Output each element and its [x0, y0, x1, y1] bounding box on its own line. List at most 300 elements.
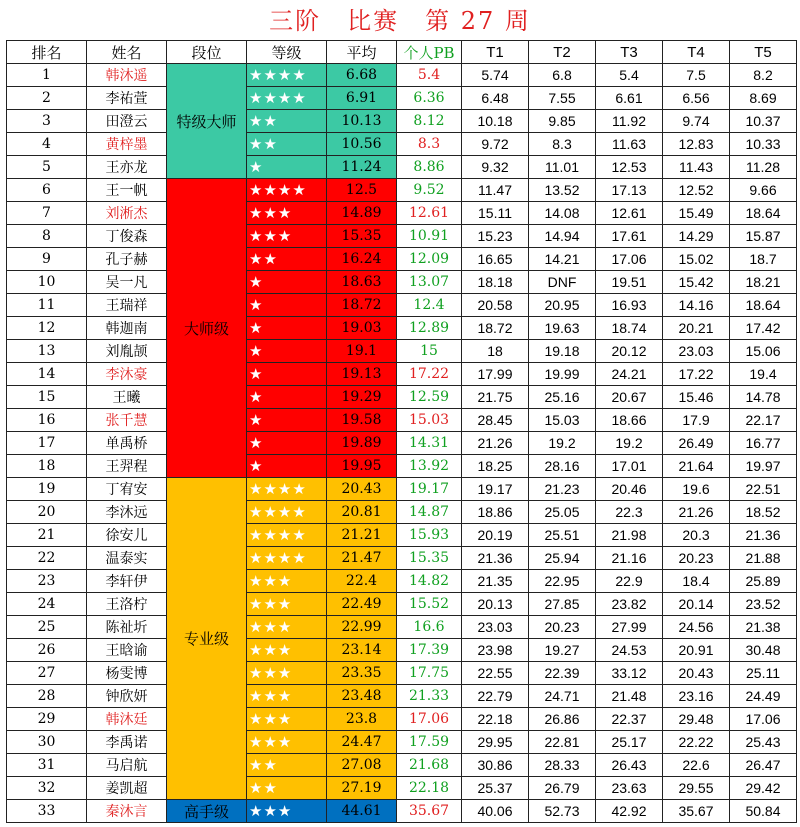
table-row	[7, 363, 797, 386]
average-cell: 19.29	[327, 386, 397, 409]
average-cell: 19.1	[327, 340, 397, 363]
time-cell-t2: 25.16	[529, 386, 596, 409]
rank-cell: 17	[7, 432, 87, 455]
time-cell-t5: 10.33	[730, 133, 797, 156]
table-row	[7, 570, 797, 593]
time-cell-t1: 15.11	[462, 202, 529, 225]
name-cell: 刘淅杰	[87, 202, 167, 225]
rank-cell: 28	[7, 685, 87, 708]
table-row	[7, 616, 797, 639]
rank-cell: 2	[7, 87, 87, 110]
time-cell-t2: 20.95	[529, 294, 596, 317]
header-row	[7, 41, 797, 64]
header-t1: T1	[462, 41, 529, 64]
time-cell-t4: 15.49	[663, 202, 730, 225]
header-tier: 段位	[167, 41, 247, 64]
time-cell-t1: 22.79	[462, 685, 529, 708]
star-rating: ★★★★	[247, 478, 327, 501]
time-cell-t4: 21.26	[663, 501, 730, 524]
pb-cell: 17.39	[397, 639, 462, 662]
star-rating: ★	[247, 455, 327, 478]
rank-cell: 25	[7, 616, 87, 639]
time-cell-t2: 25.05	[529, 501, 596, 524]
table-row	[7, 64, 797, 87]
star-rating: ★★	[247, 110, 327, 133]
rank-cell: 32	[7, 777, 87, 800]
rank-cell: 15	[7, 386, 87, 409]
rank-cell: 22	[7, 547, 87, 570]
pb-cell: 17.59	[397, 731, 462, 754]
time-cell-t2: 14.94	[529, 225, 596, 248]
average-cell: 6.68	[327, 64, 397, 87]
average-cell: 11.24	[327, 156, 397, 179]
time-cell-t4: 15.02	[663, 248, 730, 271]
table-row	[7, 547, 797, 570]
rank-cell: 10	[7, 271, 87, 294]
time-cell-t1: 19.17	[462, 478, 529, 501]
average-cell: 6.91	[327, 87, 397, 110]
tier-cell: 高手级	[167, 800, 247, 823]
time-cell-t4: 18.4	[663, 570, 730, 593]
table-row	[7, 294, 797, 317]
time-cell-t1: 21.75	[462, 386, 529, 409]
star-rating: ★★★	[247, 685, 327, 708]
table-row	[7, 685, 797, 708]
rank-cell: 9	[7, 248, 87, 271]
tier-cell: 特级大师	[167, 64, 247, 179]
time-cell-t1: 22.18	[462, 708, 529, 731]
name-cell: 吴一凡	[87, 271, 167, 294]
time-cell-t3: 17.06	[596, 248, 663, 271]
tier-cell: 专业级	[167, 478, 247, 800]
time-cell-t3: 16.93	[596, 294, 663, 317]
rank-cell: 31	[7, 754, 87, 777]
time-cell-t1: 16.65	[462, 248, 529, 271]
time-cell-t2: 8.3	[529, 133, 596, 156]
table-row	[7, 455, 797, 478]
time-cell-t5: 8.2	[730, 64, 797, 87]
rank-cell: 11	[7, 294, 87, 317]
name-cell: 韩迦南	[87, 317, 167, 340]
time-cell-t2: 25.51	[529, 524, 596, 547]
table-row	[7, 662, 797, 685]
pb-cell: 5.4	[397, 64, 462, 87]
time-cell-t1: 11.47	[462, 179, 529, 202]
rank-cell: 3	[7, 110, 87, 133]
name-cell: 李沐豪	[87, 363, 167, 386]
time-cell-t3: 24.53	[596, 639, 663, 662]
time-cell-t2: 24.71	[529, 685, 596, 708]
name-cell: 李沐远	[87, 501, 167, 524]
time-cell-t5: 16.77	[730, 432, 797, 455]
time-cell-t5: 19.97	[730, 455, 797, 478]
time-cell-t5: 18.64	[730, 202, 797, 225]
time-cell-t1: 9.32	[462, 156, 529, 179]
name-cell: 姜凯超	[87, 777, 167, 800]
header-t3: T3	[596, 41, 663, 64]
time-cell-t3: 5.4	[596, 64, 663, 87]
time-cell-t3: 25.17	[596, 731, 663, 754]
time-cell-t5: 29.42	[730, 777, 797, 800]
time-cell-t1: 20.13	[462, 593, 529, 616]
time-cell-t1: 6.48	[462, 87, 529, 110]
table-row	[7, 731, 797, 754]
average-cell: 22.4	[327, 570, 397, 593]
average-cell: 15.35	[327, 225, 397, 248]
time-cell-t3: 17.01	[596, 455, 663, 478]
time-cell-t3: 18.74	[596, 317, 663, 340]
name-cell: 杨雯博	[87, 662, 167, 685]
time-cell-t2: 13.52	[529, 179, 596, 202]
time-cell-t5: 18.52	[730, 501, 797, 524]
time-cell-t2: 19.63	[529, 317, 596, 340]
pb-cell: 13.07	[397, 271, 462, 294]
table-body	[7, 64, 797, 823]
time-cell-t5: 8.69	[730, 87, 797, 110]
time-cell-t1: 18.18	[462, 271, 529, 294]
name-cell: 李轩伊	[87, 570, 167, 593]
pb-cell: 17.75	[397, 662, 462, 685]
time-cell-t4: 11.43	[663, 156, 730, 179]
average-cell: 20.43	[327, 478, 397, 501]
time-cell-t1: 10.18	[462, 110, 529, 133]
average-cell: 12.5	[327, 179, 397, 202]
time-cell-t4: 23.03	[663, 340, 730, 363]
pb-cell: 21.68	[397, 754, 462, 777]
name-cell: 王晗谕	[87, 639, 167, 662]
rank-cell: 21	[7, 524, 87, 547]
pb-cell: 15.35	[397, 547, 462, 570]
star-rating: ★★★★	[247, 524, 327, 547]
pb-cell: 14.31	[397, 432, 462, 455]
table-row	[7, 409, 797, 432]
pb-cell: 12.89	[397, 317, 462, 340]
table-row	[7, 777, 797, 800]
time-cell-t2: 25.94	[529, 547, 596, 570]
time-cell-t5: 25.43	[730, 731, 797, 754]
time-cell-t5: 26.47	[730, 754, 797, 777]
time-cell-t2: 27.85	[529, 593, 596, 616]
time-cell-t5: 22.51	[730, 478, 797, 501]
time-cell-t1: 25.37	[462, 777, 529, 800]
star-rating: ★	[247, 340, 327, 363]
time-cell-t1: 28.45	[462, 409, 529, 432]
average-cell: 24.47	[327, 731, 397, 754]
pb-cell: 12.09	[397, 248, 462, 271]
pb-cell: 16.6	[397, 616, 462, 639]
average-cell: 20.81	[327, 501, 397, 524]
rank-cell: 19	[7, 478, 87, 501]
time-cell-t3: 17.61	[596, 225, 663, 248]
time-cell-t3: 42.92	[596, 800, 663, 823]
star-rating: ★★★★	[247, 547, 327, 570]
average-cell: 27.08	[327, 754, 397, 777]
star-rating: ★	[247, 294, 327, 317]
time-cell-t4: 15.42	[663, 271, 730, 294]
time-cell-t5: 11.28	[730, 156, 797, 179]
time-cell-t1: 9.72	[462, 133, 529, 156]
time-cell-t2: 22.81	[529, 731, 596, 754]
rank-cell: 4	[7, 133, 87, 156]
time-cell-t1: 40.06	[462, 800, 529, 823]
time-cell-t3: 22.37	[596, 708, 663, 731]
rank-cell: 6	[7, 179, 87, 202]
time-cell-t4: 20.91	[663, 639, 730, 662]
time-cell-t1: 18.72	[462, 317, 529, 340]
time-cell-t2: 11.01	[529, 156, 596, 179]
average-cell: 44.61	[327, 800, 397, 823]
star-rating: ★	[247, 386, 327, 409]
time-cell-t4: 19.6	[663, 478, 730, 501]
pb-cell: 15.52	[397, 593, 462, 616]
pb-cell: 12.59	[397, 386, 462, 409]
time-cell-t4: 24.56	[663, 616, 730, 639]
time-cell-t3: 12.53	[596, 156, 663, 179]
average-cell: 18.72	[327, 294, 397, 317]
table-row	[7, 87, 797, 110]
star-rating: ★	[247, 363, 327, 386]
time-cell-t1: 20.19	[462, 524, 529, 547]
rank-cell: 7	[7, 202, 87, 225]
star-rating: ★★★	[247, 708, 327, 731]
name-cell: 黄梓墨	[87, 133, 167, 156]
time-cell-t2: 26.79	[529, 777, 596, 800]
time-cell-t4: 17.22	[663, 363, 730, 386]
time-cell-t4: 12.83	[663, 133, 730, 156]
average-cell: 19.89	[327, 432, 397, 455]
table-row	[7, 202, 797, 225]
time-cell-t4: 22.6	[663, 754, 730, 777]
time-cell-t2: 15.03	[529, 409, 596, 432]
star-rating: ★★★	[247, 593, 327, 616]
time-cell-t2: 19.2	[529, 432, 596, 455]
time-cell-t1: 18.86	[462, 501, 529, 524]
time-cell-t5: 25.89	[730, 570, 797, 593]
average-cell: 23.35	[327, 662, 397, 685]
rank-cell: 23	[7, 570, 87, 593]
time-cell-t5: 15.87	[730, 225, 797, 248]
time-cell-t3: 19.51	[596, 271, 663, 294]
name-cell: 王一帆	[87, 179, 167, 202]
time-cell-t4: 20.23	[663, 547, 730, 570]
name-cell: 丁俊森	[87, 225, 167, 248]
time-cell-t4: 15.46	[663, 386, 730, 409]
table-row	[7, 156, 797, 179]
time-cell-t5: 10.37	[730, 110, 797, 133]
pb-cell: 14.87	[397, 501, 462, 524]
table-row	[7, 800, 797, 823]
time-cell-t5: 18.7	[730, 248, 797, 271]
average-cell: 19.95	[327, 455, 397, 478]
star-rating: ★	[247, 156, 327, 179]
header-rank: 排名	[7, 41, 87, 64]
time-cell-t5: 18.21	[730, 271, 797, 294]
time-cell-t3: 6.61	[596, 87, 663, 110]
leaderboard-table	[6, 40, 797, 823]
average-cell: 16.24	[327, 248, 397, 271]
pb-cell: 8.3	[397, 133, 462, 156]
rank-cell: 29	[7, 708, 87, 731]
time-cell-t4: 7.5	[663, 64, 730, 87]
time-cell-t3: 27.99	[596, 616, 663, 639]
name-cell: 秦沐言	[87, 800, 167, 823]
time-cell-t1: 23.03	[462, 616, 529, 639]
time-cell-t3: 26.43	[596, 754, 663, 777]
time-cell-t3: 22.3	[596, 501, 663, 524]
star-rating: ★★★	[247, 570, 327, 593]
pb-cell: 8.86	[397, 156, 462, 179]
time-cell-t3: 23.82	[596, 593, 663, 616]
name-cell: 李祐萱	[87, 87, 167, 110]
average-cell: 18.63	[327, 271, 397, 294]
star-rating: ★	[247, 432, 327, 455]
time-cell-t2: 20.23	[529, 616, 596, 639]
star-rating: ★★	[247, 754, 327, 777]
average-cell: 27.19	[327, 777, 397, 800]
time-cell-t3: 21.16	[596, 547, 663, 570]
time-cell-t3: 20.12	[596, 340, 663, 363]
average-cell: 23.14	[327, 639, 397, 662]
time-cell-t4: 20.43	[663, 662, 730, 685]
table-row	[7, 225, 797, 248]
table-row	[7, 248, 797, 271]
rank-cell: 24	[7, 593, 87, 616]
pb-cell: 14.82	[397, 570, 462, 593]
time-cell-t3: 12.61	[596, 202, 663, 225]
time-cell-t3: 21.98	[596, 524, 663, 547]
table-row	[7, 478, 797, 501]
time-cell-t1: 22.55	[462, 662, 529, 685]
average-cell: 23.48	[327, 685, 397, 708]
time-cell-t4: 12.52	[663, 179, 730, 202]
time-cell-t4: 35.67	[663, 800, 730, 823]
time-cell-t3: 11.92	[596, 110, 663, 133]
time-cell-t1: 5.74	[462, 64, 529, 87]
time-cell-t5: 30.48	[730, 639, 797, 662]
rank-cell: 18	[7, 455, 87, 478]
table-row	[7, 639, 797, 662]
name-cell: 丁宥安	[87, 478, 167, 501]
pb-cell: 15	[397, 340, 462, 363]
star-rating: ★★★★	[247, 501, 327, 524]
name-cell: 李禹诺	[87, 731, 167, 754]
average-cell: 19.58	[327, 409, 397, 432]
time-cell-t2: 22.39	[529, 662, 596, 685]
average-cell: 22.49	[327, 593, 397, 616]
time-cell-t3: 17.13	[596, 179, 663, 202]
time-cell-t4: 23.16	[663, 685, 730, 708]
time-cell-t3: 23.63	[596, 777, 663, 800]
time-cell-t4: 21.64	[663, 455, 730, 478]
star-rating: ★	[247, 271, 327, 294]
name-cell: 王羿程	[87, 455, 167, 478]
name-cell: 马启航	[87, 754, 167, 777]
time-cell-t5: 22.17	[730, 409, 797, 432]
rank-cell: 1	[7, 64, 87, 87]
time-cell-t5: 17.42	[730, 317, 797, 340]
pb-cell: 9.52	[397, 179, 462, 202]
time-cell-t5: 50.84	[730, 800, 797, 823]
time-cell-t2: 52.73	[529, 800, 596, 823]
time-cell-t3: 33.12	[596, 662, 663, 685]
star-rating: ★★	[247, 133, 327, 156]
average-cell: 23.8	[327, 708, 397, 731]
rank-cell: 33	[7, 800, 87, 823]
pb-cell: 10.91	[397, 225, 462, 248]
time-cell-t1: 23.98	[462, 639, 529, 662]
name-cell: 田澄云	[87, 110, 167, 133]
average-cell: 22.99	[327, 616, 397, 639]
time-cell-t2: 28.33	[529, 754, 596, 777]
time-cell-t5: 21.36	[730, 524, 797, 547]
time-cell-t2: 21.23	[529, 478, 596, 501]
name-cell: 韩沐廷	[87, 708, 167, 731]
rank-cell: 26	[7, 639, 87, 662]
average-cell: 19.03	[327, 317, 397, 340]
tier-cell: 大师级	[167, 179, 247, 478]
time-cell-t1: 30.86	[462, 754, 529, 777]
time-cell-t4: 14.16	[663, 294, 730, 317]
time-cell-t5: 17.06	[730, 708, 797, 731]
time-cell-t5: 21.38	[730, 616, 797, 639]
rank-cell: 27	[7, 662, 87, 685]
table-row	[7, 317, 797, 340]
name-cell: 王曦	[87, 386, 167, 409]
rank-cell: 13	[7, 340, 87, 363]
table-row	[7, 754, 797, 777]
time-cell-t5: 9.66	[730, 179, 797, 202]
name-cell: 王瑞祥	[87, 294, 167, 317]
time-cell-t2: 22.95	[529, 570, 596, 593]
time-cell-t1: 20.58	[462, 294, 529, 317]
time-cell-t4: 29.48	[663, 708, 730, 731]
header-t2: T2	[529, 41, 596, 64]
star-rating: ★★★	[247, 662, 327, 685]
time-cell-t5: 25.11	[730, 662, 797, 685]
time-cell-t2: 19.99	[529, 363, 596, 386]
header-average: 平均	[327, 41, 397, 64]
rank-cell: 20	[7, 501, 87, 524]
header-level: 等级	[247, 41, 327, 64]
pb-cell: 17.22	[397, 363, 462, 386]
time-cell-t2: 14.08	[529, 202, 596, 225]
name-cell: 刘胤颉	[87, 340, 167, 363]
pb-cell: 6.36	[397, 87, 462, 110]
time-cell-t1: 15.23	[462, 225, 529, 248]
time-cell-t4: 9.74	[663, 110, 730, 133]
name-cell: 张千慧	[87, 409, 167, 432]
rank-cell: 30	[7, 731, 87, 754]
time-cell-t2: 19.18	[529, 340, 596, 363]
time-cell-t5: 14.78	[730, 386, 797, 409]
pb-cell: 12.61	[397, 202, 462, 225]
star-rating: ★★★★	[247, 64, 327, 87]
time-cell-t4: 22.22	[663, 731, 730, 754]
table-row	[7, 179, 797, 202]
time-cell-t3: 22.9	[596, 570, 663, 593]
name-cell: 温泰实	[87, 547, 167, 570]
time-cell-t5: 24.49	[730, 685, 797, 708]
time-cell-t3: 11.63	[596, 133, 663, 156]
table-row	[7, 133, 797, 156]
time-cell-t4: 20.3	[663, 524, 730, 547]
star-rating: ★★★	[247, 800, 327, 823]
average-cell: 10.56	[327, 133, 397, 156]
name-cell: 王亦龙	[87, 156, 167, 179]
table-row	[7, 708, 797, 731]
pb-cell: 17.06	[397, 708, 462, 731]
pb-cell: 8.12	[397, 110, 462, 133]
